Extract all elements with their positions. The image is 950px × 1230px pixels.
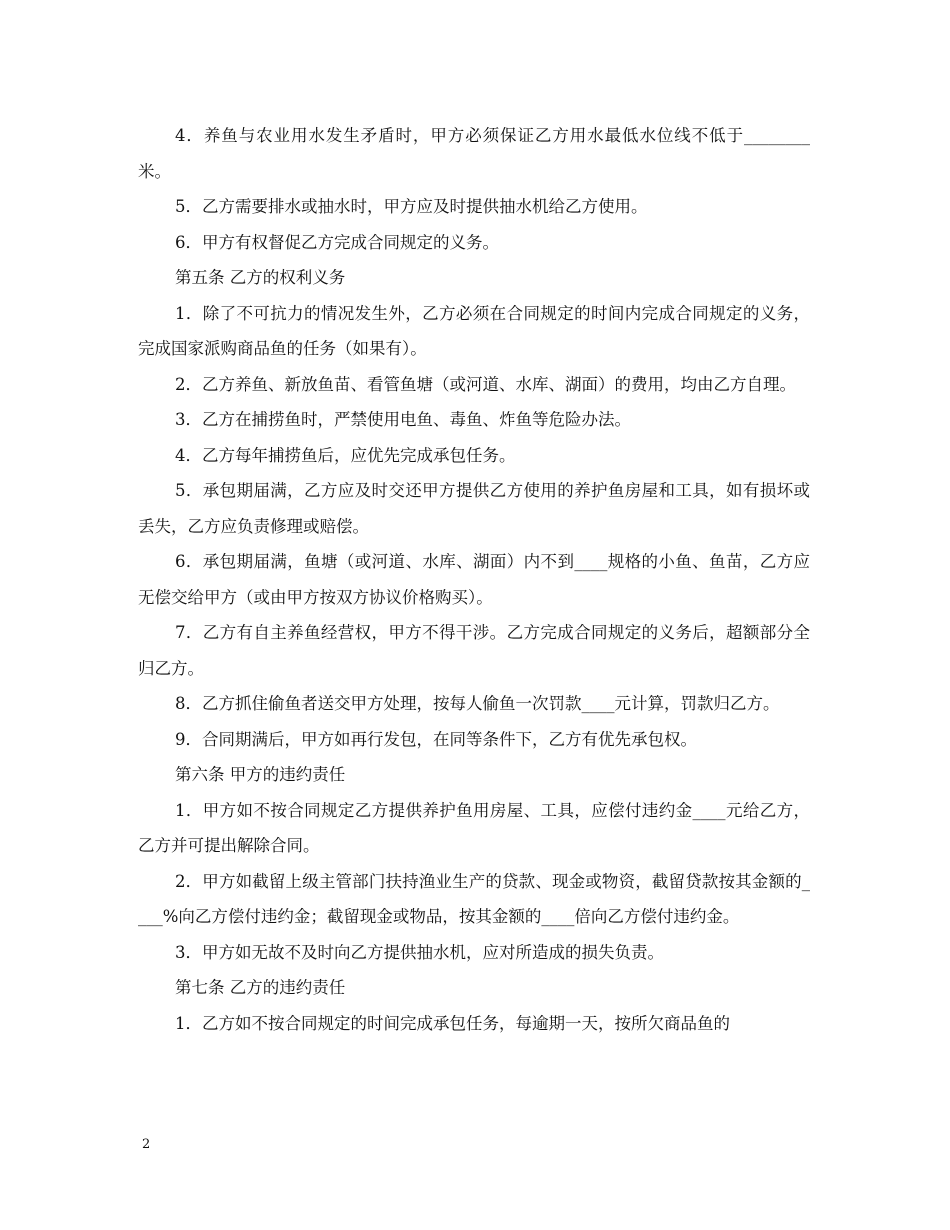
paragraph-art7-item-1: 1．乙方如不按合同规定的时间完成承包任务，每逾期一天，按所欠商品鱼的 bbox=[175, 1013, 730, 1033]
paragraph-art5-item-1: 1．除了不可抗力的情况发生外，乙方必须在合同规定的时间内完成合同规定的义务，完成国家派购商品鱼的任务（如果有）。 bbox=[138, 303, 810, 358]
paragraph-art5-item-7: 7．乙方有自主养鱼经营权，甲方不得干涉。乙方完成合同规定的义务后，超额部分全归乙方。 bbox=[138, 623, 810, 678]
paragraph-art5-item-5: 5．承包期届满，乙方应及时交还甲方提供乙方使用的养护鱼房屋和工具，如有损坏或丢失，乙方应负责修理或赔偿。 bbox=[138, 481, 810, 536]
page-number: 2 bbox=[142, 1137, 151, 1152]
paragraph-art5-item-9: 9．合同期满后，甲方如再行发包，在同等条件下，乙方有优先承包权。 bbox=[175, 729, 697, 749]
paragraph-item-4-water-level: 4．养鱼与农业用水发生矛盾时，甲方必须保证乙方用水最低水位线不低于________米。 bbox=[138, 126, 810, 181]
paragraph-art5-item-2: 2．乙方养鱼、新放鱼苗、看管鱼塘（或河道、水库、湖面）的费用，均由乙方自理。 bbox=[175, 374, 796, 394]
section-heading-article-5: 第五条 乙方的权利义务 bbox=[175, 268, 346, 287]
paragraph-item-5-pump: 5．乙方需要排水或抽水时，甲方应及时提供抽水机给乙方使用。 bbox=[175, 197, 648, 216]
paragraph-art5-item-3: 3．乙方在捕捞鱼时，严禁使用电鱼、毒鱼、炸鱼等危险办法。 bbox=[175, 410, 631, 429]
section-heading-article-6: 第六条 甲方的违约责任 bbox=[175, 765, 346, 784]
paragraph-item-6-supervise: 6．甲方有权督促乙方完成合同规定的义务。 bbox=[175, 232, 499, 252]
section-heading-article-7: 第七条 乙方的违约责任 bbox=[175, 978, 346, 997]
paragraph-art5-item-6: 6．承包期届满，鱼塘（或河道、水库、湖面）内不到____规格的小鱼、鱼苗，乙方应无偿交给甲方（或由甲方按双方协议价格购买）。 bbox=[138, 552, 810, 607]
paragraph-art5-item-4: 4．乙方每年捕捞鱼后，应优先完成承包任务。 bbox=[175, 445, 516, 465]
paragraph-art6-item-2: 2．甲方如截留上级主管部门扶持渔业生产的贷款、现金或物资，截留贷款按其金额的____%向乙方偿付违约金；截留现金或物品，按其金额的____倍向乙方偿付违约金。 bbox=[138, 871, 810, 926]
paragraph-art6-item-3: 3．甲方如无故不及时向乙方提供抽水机，应对所造成的损失负责。 bbox=[175, 942, 664, 962]
document-body bbox=[138, 118, 810, 1041]
paragraph-art5-item-8: 8．乙方抓住偷鱼者送交甲方处理，按每人偷鱼一次罚款____元计算，罚款归乙方。 bbox=[175, 694, 780, 713]
paragraph-art6-item-1: 1．甲方如不按合同规定乙方提供养护鱼用房屋、工具，应偿付违约金____元给乙方，乙方并可提出解除合同。 bbox=[138, 800, 810, 855]
